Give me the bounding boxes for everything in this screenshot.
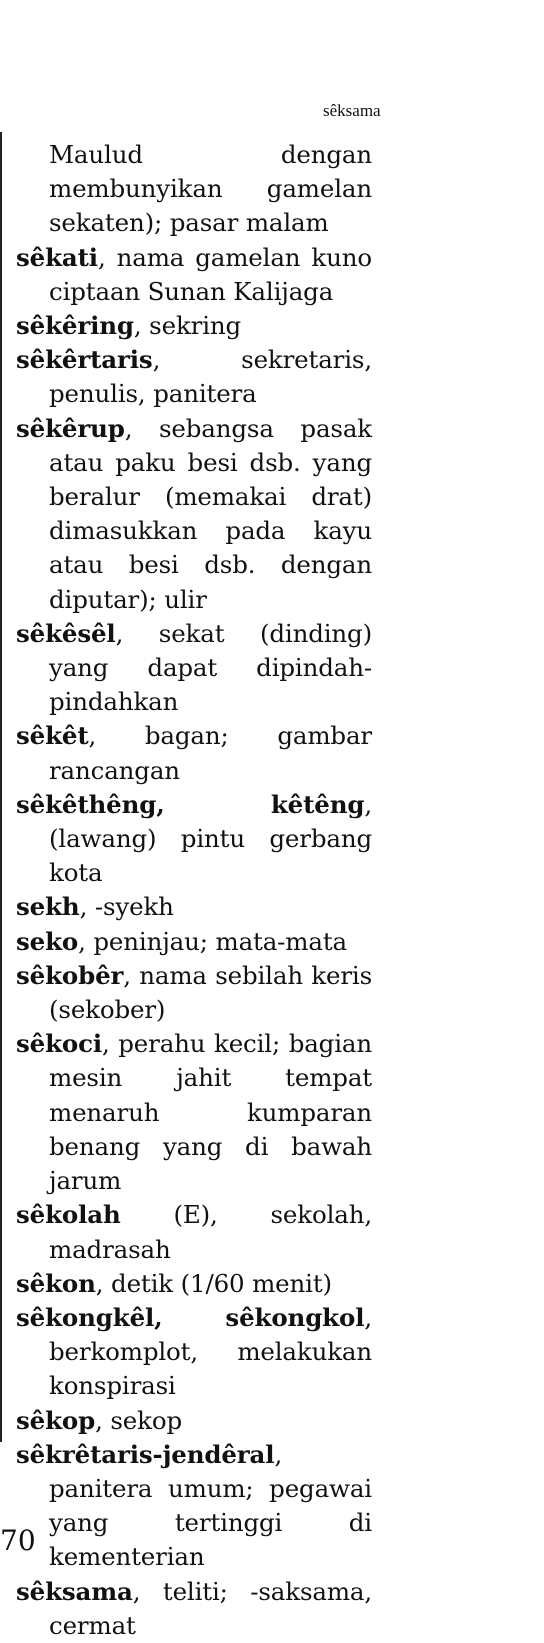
entry-sekongkel	[16, 1301, 372, 1404]
headword: sêkati	[16, 242, 98, 272]
definition: , peninjau; mata-mata	[78, 926, 347, 956]
definition: , (lawang) pintu gerbang kota	[49, 789, 372, 888]
definition: , detik (1/60 menit)	[95, 1268, 332, 1298]
headword: sêkrêtaris-jendêral	[16, 1439, 275, 1469]
entry-sekoci	[16, 1027, 372, 1198]
headword: sêkolah	[16, 1200, 121, 1230]
definition: , sekop	[95, 1405, 182, 1435]
definition: , berkomplot, melakukan konspirasi	[49, 1302, 372, 1401]
entry-seko	[16, 925, 372, 959]
definition: , sekring	[133, 311, 242, 341]
dictionary-column	[16, 138, 372, 1643]
running-head: sêksama	[323, 101, 381, 120]
entry-sekétheng	[16, 788, 372, 891]
headword: sêkêrup	[16, 413, 125, 443]
column-rule	[0, 132, 2, 1442]
entry-sekober	[16, 959, 372, 1027]
headword: seko	[16, 926, 79, 956]
definition: , nama sebilah keris (sekober)	[49, 960, 372, 1025]
entry-sekon	[16, 1267, 372, 1301]
entry-sekolah	[16, 1198, 372, 1266]
headword: sêkongkêl, sêkongkol	[16, 1302, 365, 1332]
definition: , -syekh	[79, 892, 174, 922]
headword: sêksama	[16, 1576, 133, 1606]
entry-sekesel	[16, 617, 372, 720]
entry-sekering	[16, 309, 372, 343]
headword: sêkoci	[16, 1029, 103, 1059]
definition: , sekretaris, penulis, panitera	[49, 345, 372, 409]
entry-seksama	[16, 1575, 372, 1643]
entry-sekerup	[16, 412, 372, 617]
definition: , sekat (dinding) yang dapat dipindah-pindahkan	[49, 618, 372, 717]
headword: sekh	[16, 892, 80, 922]
definition: (E), sekolah, madrasah	[49, 1200, 372, 1264]
definition: , bagan; gambar rancangan	[49, 721, 372, 785]
headword: sêkop	[16, 1405, 96, 1435]
headword: sêkobêr	[16, 960, 124, 990]
headword: sêkêthêng, kêtêng	[16, 789, 365, 819]
definition: , perahu kecil; bagian mesin jahit tempat menaruh kumparan benang yang di bawah jarum	[49, 1029, 372, 1196]
definition: , sebangsa pasak atau paku besi dsb. yang beralur (memakai drat) dimasukkan pada kayu atau besi dsb. dengan diputar); ulir	[49, 413, 372, 614]
page-number: 70	[0, 1524, 36, 1557]
entry-seket	[16, 719, 372, 787]
definition: , nama gamelan kuno ciptaan Sunan Kalijaga	[49, 242, 372, 306]
headword: sêkêsêl	[16, 618, 116, 648]
headword: sêkêt	[16, 721, 89, 751]
entry-sekop	[16, 1404, 372, 1438]
continuation-text: Maulud dengan membunyikan gamelan sekaten); pasar malam	[49, 140, 372, 238]
entry-sekati	[16, 241, 372, 309]
headword: sêkon	[16, 1268, 96, 1298]
headword: sêkêrtaris	[16, 345, 153, 375]
headword: sêkêring	[16, 311, 134, 341]
entry-sekh	[16, 890, 372, 924]
definition: , teliti; -saksama, cermat	[49, 1576, 372, 1640]
entry-sekretaris-jenderal	[16, 1438, 372, 1575]
entry-sekertaris	[16, 343, 372, 411]
definition: , panitera umum; pegawai yang tertinggi di kementerian	[49, 1439, 372, 1572]
